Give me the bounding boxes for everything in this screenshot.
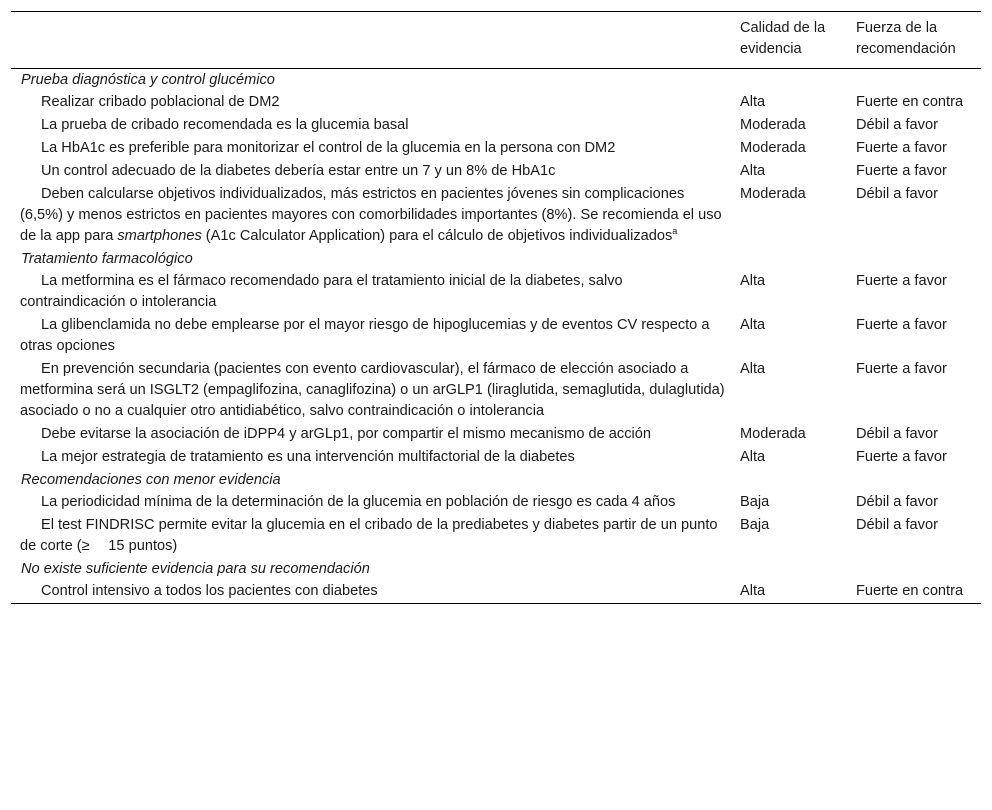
section-row: [11, 248, 981, 270]
table-row: [11, 491, 981, 514]
recommendation-strength: Débil a favor: [856, 494, 938, 510]
evidence-quality: Baja: [740, 517, 770, 533]
recommendation-text: El test FINDRISC permite evitar la glucemia en el cribado de la prediabetes y diabetes partir de un punto de corte (≥ 15 puntos): [20, 517, 718, 554]
recommendation-strength: Débil a favor: [856, 186, 938, 202]
recommendation-text: La mejor estrategia de tratamiento es una intervención multifactorial de la diabetes: [41, 449, 575, 465]
section-title: Recomendaciones con menor evidencia: [21, 472, 281, 488]
recommendation-strength: Débil a favor: [856, 426, 938, 442]
recommendation-strength: Fuerte a favor: [856, 449, 947, 465]
section-title: Tratamiento farmacológico: [21, 251, 193, 267]
evidence-quality: Alta: [740, 583, 766, 599]
recommendation-text: Control intensivo a todos los pacientes con diabetes: [41, 583, 378, 599]
recommendation-text: La metformina es el fármaco recomendado para el tratamiento inicial de la diabetes, salvo contraindicación o intolerancia: [20, 273, 623, 310]
recommendation-text: La periodicidad mínima de la determinación de la glucemia en población de riesgo es cada 4 años: [41, 494, 676, 510]
section-title: No existe suficiente evidencia para su recomendación: [21, 561, 370, 577]
recommendation-text: La HbA1c es preferible para monitorizar el control de la glucemia en la persona con DM2: [41, 140, 616, 156]
evidence-quality: Moderada: [740, 117, 806, 133]
recommendation-strength: Fuerte a favor: [856, 140, 947, 156]
evidence-quality: Moderada: [740, 140, 806, 156]
evidence-quality: Baja: [740, 494, 770, 510]
evidence-quality: Alta: [740, 94, 766, 110]
table-row: [11, 446, 981, 469]
table-row: [11, 358, 981, 423]
table-row: [11, 580, 981, 604]
recommendation-text: Realizar cribado poblacional de DM2: [41, 94, 280, 110]
recommendation-strength: Fuerte en contra: [856, 583, 964, 599]
table-row: [11, 514, 981, 558]
evidence-quality: Alta: [740, 361, 766, 377]
recommendation-text: Debe evitarse la asociación de iDPP4 y arGLp1, por compartir el mismo mecanismo de acción: [41, 426, 651, 442]
recommendation-text: Deben calcularse objetivos individualizados, más estrictos en pacientes jóvenes sin complicaciones (6,5%) y menos estrictos en pacientes mayores con comorbilidades importantes (8%). Se recomienda el uso de la app para smartphones (A1c Calculator Application) para el cálculo de objetivos individualizados$^a$: [20, 186, 722, 244]
evidence-quality: Alta: [740, 449, 766, 465]
table-header-row: [11, 12, 981, 69]
recommendation-strength: Débil a favor: [856, 517, 938, 533]
table-row: [11, 137, 981, 160]
section-row: [11, 469, 981, 491]
table-row: [11, 314, 981, 358]
recommendation-text: La glibenclamida no debe emplearse por el mayor riesgo de hipoglucemias y de eventos CV respecto a otras opciones: [20, 317, 710, 354]
section-title: Prueba diagnóstica y control glucémico: [21, 72, 275, 88]
recommendation-strength: Fuerte en contra: [856, 94, 964, 110]
recommendation-text: Un control adecuado de la diabetes debería estar entre un 7 y un 8% de HbA1c: [41, 163, 556, 179]
recommendation-strength: Fuerte a favor: [856, 361, 947, 377]
section-row: [11, 558, 981, 580]
evidence-quality: Alta: [740, 163, 766, 179]
table-row: [11, 91, 981, 114]
table-row: [11, 160, 981, 183]
recommendation-strength: Fuerte a favor: [856, 163, 947, 179]
recommendation-text: En prevención secundaria (pacientes con evento cardiovascular), el fármaco de elección asociado a metformina será un ISGLT2 (empaglifozina, canaglifozina) o un arGLP1 (liraglutida, semaglutida, dulaglutida) asociado o no a cualquier otro antidiabético, salvo contraindicación o intolerancia: [20, 361, 725, 419]
header-evidence-quality: Calidad de la evidencia: [740, 20, 826, 57]
evidence-quality: Moderada: [740, 426, 806, 442]
recommendations-table: [11, 11, 981, 604]
header-recommendation-strength: Fuerza de la recomendación: [856, 20, 956, 57]
table-row: [11, 423, 981, 446]
table-row: [11, 270, 981, 314]
evidence-quality: Alta: [740, 317, 766, 333]
section-row: [11, 69, 981, 92]
recommendation-strength: Débil a favor: [856, 117, 938, 133]
table-row: [11, 183, 981, 248]
recommendation-text: La prueba de cribado recomendada es la glucemia basal: [41, 117, 409, 133]
header-recommendation: [11, 12, 740, 69]
recommendation-strength: Fuerte a favor: [856, 317, 947, 333]
table-row: [11, 114, 981, 137]
evidence-quality: Alta: [740, 273, 766, 289]
footnote-marker: a: [672, 226, 678, 237]
recommendation-strength: Fuerte a favor: [856, 273, 947, 289]
evidence-quality: Moderada: [740, 186, 806, 202]
emphasis-smartphones: smartphones: [117, 228, 202, 244]
